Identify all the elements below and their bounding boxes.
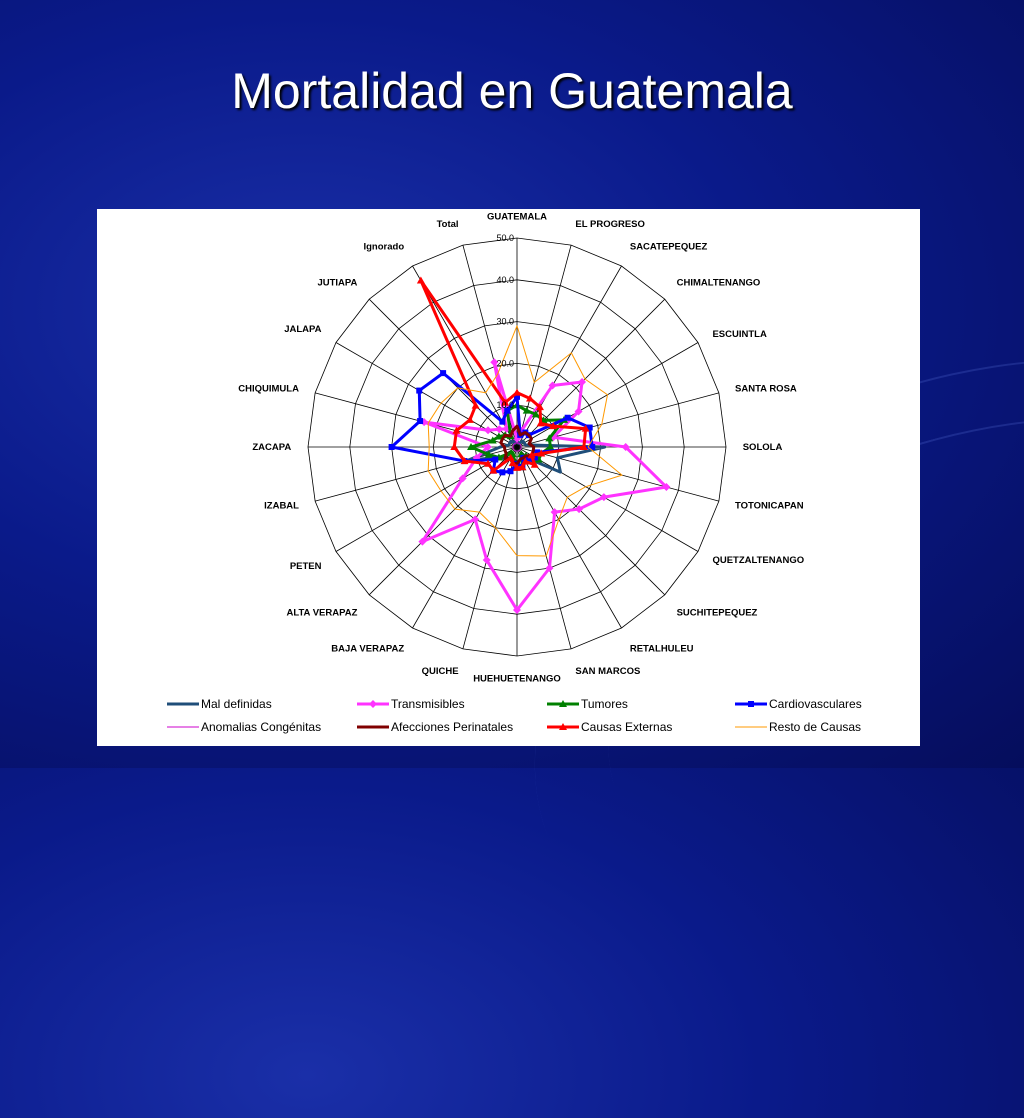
data-point: [499, 469, 505, 475]
tick-label: 20.0: [496, 358, 514, 369]
tick-label: 50.0: [496, 233, 514, 243]
data-point: [440, 370, 446, 376]
category-label: TOTONICAPAN: [735, 500, 804, 512]
grid-spoke: [517, 447, 622, 628]
legend-label: Resto de Causas: [769, 720, 862, 734]
data-point: [416, 388, 422, 394]
data-point: [492, 457, 498, 463]
grid-spoke: [517, 447, 571, 649]
category-label: SAN MARCOS: [575, 666, 641, 678]
tick-label: 10.0: [496, 400, 514, 411]
data-point: [499, 419, 505, 425]
category-label: JALAPA: [284, 324, 322, 336]
tick-label: 30.0: [496, 316, 514, 327]
radar-grid: [308, 238, 726, 656]
tick-label: 40.0: [496, 274, 514, 285]
grid-spoke: [517, 245, 571, 447]
data-point: [389, 444, 395, 450]
radar-series: [389, 276, 671, 614]
category-label: Ignorado: [363, 241, 405, 253]
legend-marker: [748, 701, 754, 707]
category-label: ESCUINTLA: [712, 329, 767, 341]
legend-marker: [369, 700, 377, 708]
data-point: [417, 418, 423, 424]
legend-label: Afecciones Perinatales: [391, 720, 514, 734]
data-point: [565, 415, 571, 421]
radar-chart: [97, 209, 920, 746]
data-point: [513, 389, 521, 396]
data-point: [508, 468, 514, 474]
legend-label: Tumores: [581, 697, 628, 711]
category-label: IZABAL: [264, 500, 299, 512]
legend-label: Mal definidas: [201, 697, 272, 711]
grid-spoke: [517, 447, 665, 595]
slide-title: Mortalidad en Guatemala: [231, 63, 793, 119]
category-label: SUCHITEPEQUEZ: [676, 607, 758, 619]
legend-label: Cardiovasculares: [769, 697, 862, 711]
category-label: QUETZALTENANGO: [712, 554, 805, 566]
data-point: [484, 426, 492, 434]
grid-spoke: [315, 393, 517, 447]
series-line: [422, 362, 666, 610]
category-label: GUATEMALA: [487, 211, 547, 223]
category-label: Total: [436, 218, 459, 230]
chart-panel: [97, 209, 920, 746]
category-label: CHIMALTENANGO: [676, 277, 761, 289]
data-point: [417, 276, 425, 283]
data-point: [466, 416, 474, 423]
grid-spoke: [463, 447, 517, 649]
data-point: [450, 443, 458, 450]
category-label: HUEHUETENANGO: [473, 673, 561, 685]
category-label: QUICHE: [421, 666, 459, 678]
category-label: JUTIAPA: [317, 277, 358, 289]
category-label: ALTA VERAPAZ: [286, 607, 358, 619]
category-label: EL PROGRESO: [575, 218, 645, 230]
category-label: PETEN: [289, 560, 322, 572]
grid-spoke: [517, 447, 719, 501]
category-label: SOLOLA: [742, 442, 783, 453]
legend-label: Transmisibles: [391, 697, 465, 711]
category-label: BAJA VERAPAZ: [331, 643, 405, 655]
category-label: RETALHULEU: [629, 643, 694, 655]
category-label: SACATEPEQUEZ: [629, 241, 708, 253]
category-label: ZACAPA: [252, 442, 292, 453]
chart-legend: [167, 697, 862, 734]
legend-label: Causas Externas: [581, 720, 673, 734]
data-point: [551, 508, 559, 516]
legend-label: Anomalias Congénitas: [201, 720, 322, 734]
category-label: SANTA ROSA: [735, 383, 797, 395]
category-label: CHIQUIMULA: [238, 383, 299, 395]
